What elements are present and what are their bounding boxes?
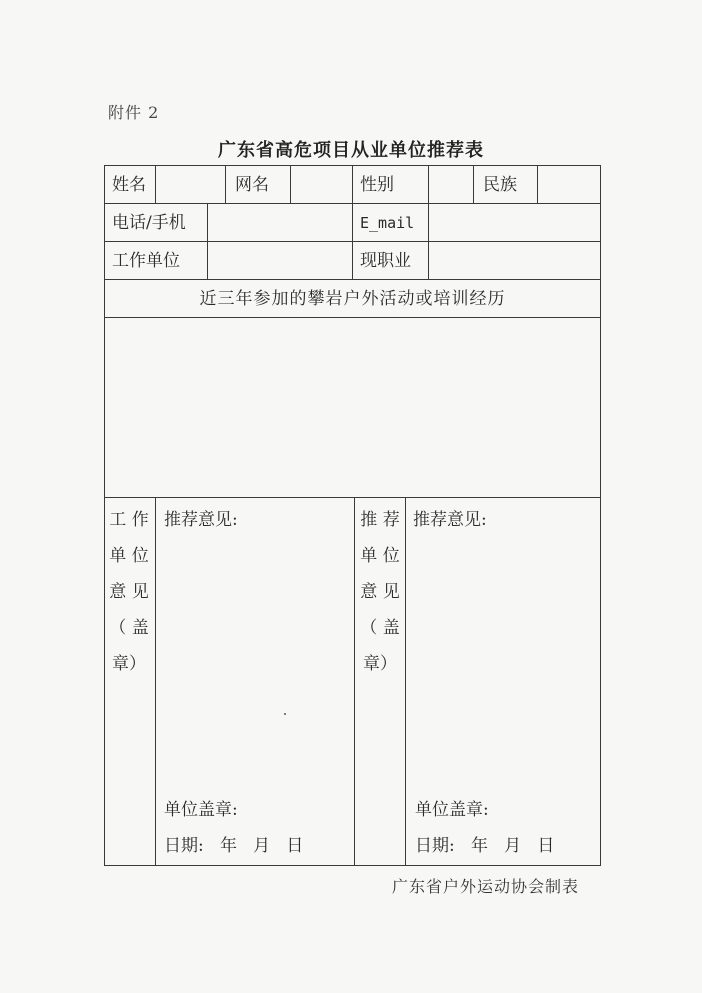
form-title: 广东省高危项目从业单位推荐表 bbox=[218, 140, 484, 161]
employer-seal-label: 单位盖章: bbox=[164, 800, 238, 820]
nickname-field[interactable] bbox=[292, 167, 351, 202]
ethnicity-field[interactable] bbox=[539, 167, 599, 202]
employer-label: 工作单位 bbox=[112, 251, 180, 271]
gender-label: 性别 bbox=[360, 175, 394, 195]
phone-label: 电话/手机 bbox=[112, 213, 186, 233]
table-border-left bbox=[104, 165, 105, 865]
col-divider bbox=[428, 165, 429, 203]
nickname-label: 网名 bbox=[235, 175, 269, 195]
col-divider bbox=[473, 165, 474, 203]
recommender-date-label: 日期: 年 月 日 bbox=[415, 836, 555, 856]
scan-speck bbox=[284, 713, 286, 715]
col-divider bbox=[155, 497, 156, 865]
email-label: E_mail bbox=[360, 214, 415, 232]
form-maker-note: 广东省户外运动协会制表 bbox=[392, 877, 580, 896]
gender-field[interactable] bbox=[430, 167, 472, 202]
row-divider bbox=[104, 317, 601, 318]
experience-heading: 近三年参加的攀岩户外活动或培训经历 bbox=[199, 289, 506, 309]
employer-opinion-field[interactable] bbox=[157, 535, 353, 795]
col-divider bbox=[155, 165, 156, 203]
phone-field[interactable] bbox=[209, 205, 351, 240]
email-field[interactable] bbox=[430, 205, 599, 240]
col-divider bbox=[537, 165, 538, 203]
ethnicity-label: 民族 bbox=[483, 175, 517, 195]
table-border-bottom bbox=[104, 865, 601, 866]
row-divider bbox=[104, 497, 601, 498]
experience-field[interactable] bbox=[106, 319, 599, 496]
col-divider bbox=[352, 165, 353, 203]
col-divider bbox=[354, 497, 355, 865]
table-border-right bbox=[600, 165, 601, 865]
occupation-label: 现职业 bbox=[360, 251, 411, 271]
col-divider bbox=[290, 165, 291, 203]
employer-date-label: 日期: 年 月 日 bbox=[164, 836, 304, 856]
col-divider bbox=[405, 497, 406, 865]
col-divider bbox=[225, 165, 226, 203]
col-divider bbox=[428, 203, 429, 279]
name-label: 姓名 bbox=[112, 175, 146, 195]
recommender-recommend-label: 推荐意见: bbox=[413, 510, 487, 530]
employer-field[interactable] bbox=[209, 243, 351, 278]
employer-recommend-label: 推荐意见: bbox=[164, 510, 238, 530]
occupation-field[interactable] bbox=[430, 243, 599, 278]
col-divider bbox=[352, 203, 353, 279]
recommender-seal-label: 单位盖章: bbox=[415, 800, 489, 820]
employer-opinion-label: 工 作 单 位 意 见 （ 盖 章） bbox=[109, 510, 149, 674]
name-field[interactable] bbox=[157, 167, 224, 202]
attachment-label: 附件 2 bbox=[108, 103, 160, 122]
recommender-opinion-label: 推 荐 单 位 意 见 （ 盖 章） bbox=[360, 510, 400, 674]
recommender-opinion-field[interactable] bbox=[407, 535, 599, 795]
col-divider bbox=[207, 203, 208, 279]
row-divider bbox=[104, 279, 601, 280]
